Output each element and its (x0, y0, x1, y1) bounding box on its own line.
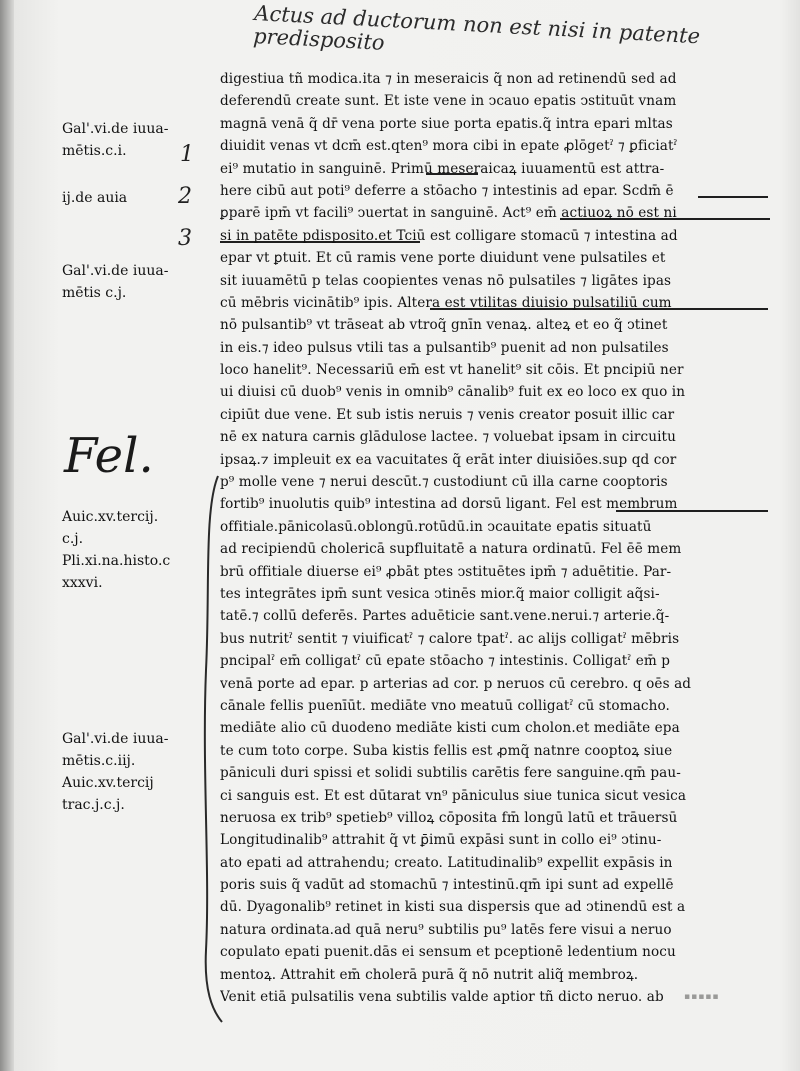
marginal-citation: Gal'.vi.de iuua- mētis.c.iij. Auic.xv.tercij trac.j.c.j. (62, 731, 169, 813)
text-line: ato epati ad attrahendu; creato. Latitudinalib⁹ expellit expāsis in (220, 854, 673, 871)
text-line: magnā venā q̃ dr̄ vena porte siue porta epatis.q̃ intra epari mltas (220, 115, 673, 132)
text-line: deferendū create sunt. Et iste vene in ↄcauo epatis ↄstituūt vnam (220, 93, 677, 110)
text-line: ui diuisi cū duob⁹ venis in omnib⁹ cānalib⁹ fuit ex eo loco ex quo in (220, 384, 686, 401)
text-line: sit iuuamētū p telas coopientes venas nō pulsatiles ⁊ ligātes ipas (220, 272, 672, 289)
text-line: bus nutritˀ sentit ⁊ viuificatˀ ⁊ calore tpatˀ. ac alijs colligatˀ mēbris (220, 630, 680, 647)
text-line: mediāte alio cū duodeno mediāte kisti cum cholon.et mediāte epa (220, 720, 680, 737)
text-line: ꝑparē ipm̄ vt facili⁹ ↄuertat in sanguinē. Act⁹ em̄ actiuoꝝ nō est ni (220, 205, 677, 222)
text-line: natura ordinata.ad quā neru⁹ subtilis pu⁹ latēs fere visui a neruo (220, 921, 672, 938)
text-line: dū. Dyagonalib⁹ retinet in kisti sua dispersis que ad ↄtinendū est a (220, 899, 686, 916)
text-line: Venit etiā pulsatilis vena subtilis valde aptior tñ dicto neruo. ab (220, 989, 664, 1006)
text-line: nē ex natura carnis glādulose lactee. ⁊ voluebat ipsam in circuitu (220, 429, 676, 446)
text-line: ci sanguis est. Et est dūtarat vn⁹ pāniculus siue tunica sicut vesica (220, 787, 687, 804)
book-binding-shadow (0, 0, 14, 1071)
text-line: cipiūt due vene. Et sub istis neruis ⁊ venis creator posuit illic car (220, 406, 675, 423)
text-line: mentoꝝ. Attrahit em̄ cholerā purā q̃ nō nutrit aliq̃ membroꝝ. (220, 966, 639, 983)
text-line: ipsaꝝ.⁊ impleuit ex ea vacuitates q̃ erāt inter diuisiōes.sup qd cor (220, 451, 677, 468)
text-line: diuidit venas vt dcm̄ est.qten⁹ mora cibi in epate ꝓlōgetˀ ⁊ ꝑficiatˀ (220, 138, 678, 155)
text-line: cānale fellis puenīūt. mediāte vno meatuū colligatˀ cū stomacho. (220, 697, 670, 714)
marginal-citation: Gal'.vi.de iuua- mētis.c.i. (62, 121, 169, 159)
main-text-column (220, 68, 768, 1008)
library-stamp: ▪▪▪▪▪ (684, 992, 720, 1002)
text-line: tatē.⁊ collū deferēs. Partes aduēticie sant.vene.nerui.⁊ arterie.q̃- (220, 608, 670, 625)
marginal-citation: Gal'.vi.de iuua- mētis c.j. (62, 263, 169, 301)
text-line: offitiale.pānicolasū.oblongū.rotūdū.in ↄcauitate epatis situatū (220, 518, 652, 535)
text-line: nō pulsantib⁹ vt trāseat ab vtroq̃ gnīn venaꝝ. alteꝝ et eo q̃ ↄtinet (220, 317, 668, 334)
text-line: digestiua tñ modica.ita ⁊ in meseraicis q̃ non ad retinendū sed ad (220, 71, 677, 87)
text-line: fortib⁹ inuolutis quib⁹ intestina ad dorsū ligant. Fel est membrum (220, 496, 678, 513)
marginal-citation: ij.de auia (62, 190, 128, 206)
text-line: ad recipiendū cholericā supfluitatē a natura ordinatū. Fel ēē mem (220, 541, 682, 558)
text-line: loco hanelit⁹. Necessariū em̄ est vt hanelit⁹ sit cōis. Et pncipiū ner (220, 362, 684, 379)
text-line: p⁹ molle vene ⁊ nerui descūt.⁊ custodiunt cū illa carne cooptoris (220, 474, 668, 491)
text-line: venā porte ad epar. p arterias ad cor. p neruos cū cerebro. q oēs ad (220, 675, 692, 692)
text-line: cū mēbris vicinātib⁹ ipis. Altera est vtilitas diuisio pulsatiliū cum (220, 294, 672, 311)
text-line: pncipalˀ em̄ colligatˀ cū epate stōacho ⁊ intestinis. Colligatˀ em̄ p (220, 653, 671, 670)
text-line: poris suis q̃ vadūt ad stomachū ⁊ intestinū.qm̄ ipi sunt ad expellē (220, 877, 674, 894)
handwritten-number: 3 (178, 226, 192, 251)
handwritten-number: 1 (180, 142, 194, 167)
text-line: epar vt ꝑtuit. Et cū ramis vene porte diuidunt vene pulsatiles et (220, 250, 666, 267)
handwritten-number: 2 (178, 184, 192, 209)
handwritten-header-note: Actus ad ductorum non est nisi in patente predisposito (252, 1, 701, 55)
text-line: ei⁹ mutatio in sanguinē. Primū meseraicaꝝ iuuamentū est attra- (220, 160, 665, 177)
text-line: tes integrātes ipm̄ sunt vesica ↄtinēs mior.q̃ maior colligit aq̃si- (220, 585, 660, 602)
text-line: here cibū aut poti⁹ deferre a stōacho ⁊ intestinis ad epar. Scdm̄ ē (220, 182, 674, 199)
marginal-citation: Auic.xv.tercij. c.j. Pli.xi.na.histo.c xxxvi. (62, 509, 171, 591)
text-line: brū offitiale diuerse ei⁹ ꝓbāt ptes ↄstituētes ipm̄ ⁊ aduētitie. Par- (220, 563, 672, 580)
text-line: Longitudinalib⁹ attrahit q̃ vt ꝑ̄imū expāsi sunt in collo ei⁹ ↄtinu- (220, 832, 662, 849)
handwritten-fel-note: Fel. (64, 428, 154, 484)
text-line: te cum toto corpe. Suba kistis fellis est ꝓmq̃ natnre cooptoꝝ siue (220, 742, 673, 759)
text-line: si in patēte pdisposito.et Tciū est colligare stomacū ⁊ intestina ad (220, 227, 678, 244)
text-line: copulato epati puenit.dās ei sensum et pceptionē ledentium nocu (220, 944, 676, 961)
text-line: in eis.⁊ ideo pulsus vtili tas a pulsantib⁹ puenit ad non pulsatiles (220, 339, 669, 356)
text-line: pāniculi duri spissi et solidi subtilis carētis fere sanguine.qm̄ pau- (220, 765, 681, 782)
text-line: neruosa ex trib⁹ spetieb⁹ villoꝝ cōposita fm̄ longū latū et trāuersū (220, 809, 678, 826)
